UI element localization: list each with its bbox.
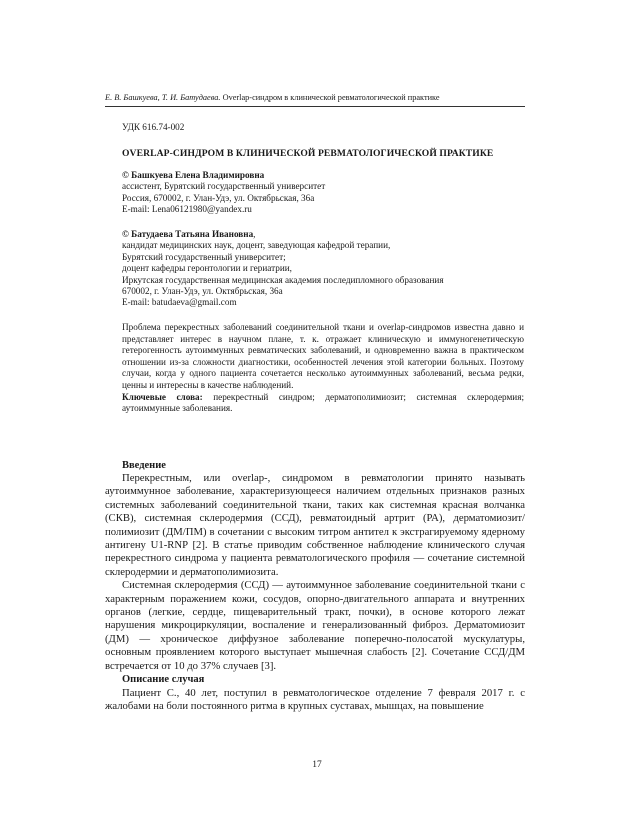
author-affiliation-line: Бурятский государственный университет; (122, 251, 286, 262)
running-head (105, 92, 525, 103)
author-affiliation-line: доцент кафедры геронтологии и гериатрии, (122, 263, 292, 274)
section-heading-case: Описание случая (122, 674, 205, 686)
author-affiliation-line: ассистент, Бурятский государственный университет (122, 181, 326, 192)
abstract (122, 322, 524, 415)
author-block-1 (122, 170, 522, 216)
page-number: 17 (312, 760, 322, 770)
header-rule (105, 106, 525, 107)
author-affiliation-line: Иркутская государственная медицинская академия последипломного образования (122, 274, 444, 285)
introduction-body (105, 472, 525, 713)
running-head-authors: Е. В. Башкуева, Т. И. Батудаева. (105, 93, 221, 102)
author-email: E-mail: Lena06121980@yandex.ru (122, 204, 252, 215)
abstract-text: Проблема перекрестных заболеваний соединительной ткани и overlap-синдромов известна давно и представляет интерес в научном плане, т. к. отражает клиническую и иммуногенетическую гетерогенность аутоиммунных ревматических заболеваний, и одновременно важна в практическом отношении из-за сложности диагностики, особенностей лечения этой категории больных. Поэтому случаи, когда у одного пациента сочетается несколько аутоиммунных заболеваний, весьма редки, ценны и интересны в качестве наблюдений. (122, 322, 524, 390)
author-address-line: Россия, 670002, г. Улан-Удэ, ул. Октябрьская, 36а (122, 192, 315, 203)
paragraph: Системная склеродермия (ССД) — аутоиммунное заболевание соединительной ткани с характерным поражением кожи, сосудов, опорно-двигательного аппарата и внутренних органов (легкие, сердце, пищеварительный тракт, почки), в основе которого лежат нарушения микроциркуляции, воспаление и генерализованный фиброз. Дерматомиозит (ДМ) — хроническое диффузное заболевание поперечно-полосатой мускулатуры, основным проявлением которого выступает мышечная слабость [2]. Сочетание ССД/ДМ встречается от 10 до 37% случаев [3]. (105, 579, 525, 672)
author-name: © Башкуева Елена Владимировна (122, 170, 265, 180)
author-block-2 (122, 229, 522, 309)
running-head-title: Overlap-синдром в клинической ревматологической практике (222, 93, 440, 102)
paragraph: Пациент С., 40 лет, поступил в ревматологическое отделение 7 февраля 2017 г. с жалобами на боли постоянного ритма в крупных суставах, мышцах, на повышение (105, 686, 525, 712)
udc-code: УДК 616.74-002 (122, 122, 185, 132)
author-name-suffix: , (253, 229, 256, 239)
author-email: E-mail: batudaeva@gmail.com (122, 297, 237, 308)
section-heading-introduction: Введение (122, 460, 166, 471)
keywords-label: Ключевые слова: (122, 391, 203, 402)
paragraph: Перекрестным, или overlap-, синдромом в ревматологии принято называть аутоиммунное заболевание, характеризующееся наличием отдельных признаков разных системных заболеваний соединительной ткани, таких как системная красная волчанка (СКВ), системная склеродермия (ССД), ревматоидный артрит (РА), дерматомиозит/полимиозит (ДМ/ПМ) в сочетании с высоким титром антител к экстрагируемому ядерному антигену U1-RNP [2]. В статье приводим собственное наблюдение клинического случая перекрестного синдрома у пациента ревматологического профиля — сочетание системной склеродермии и дерматополимиозита. (105, 472, 525, 578)
author-name: © Батудаева Татьяна Ивановна (122, 229, 254, 239)
keywords (122, 392, 524, 415)
author-address-line: 670002, г. Улан-Удэ, ул. Октябрьская, 36а (122, 286, 283, 297)
article-title: OVERLAP-СИНДРОМ В КЛИНИЧЕСКОЙ РЕВМАТОЛОГИЧЕСКОЙ ПРАКТИКЕ (122, 148, 494, 159)
keywords-list: перекрестный синдром; дерматополимиозит; системная склеродермия; аутоиммунные заболевания. (122, 391, 524, 414)
author-affiliation-line: кандидат медицинских наук, доцент, заведующая кафедрой терапии, (122, 240, 391, 251)
